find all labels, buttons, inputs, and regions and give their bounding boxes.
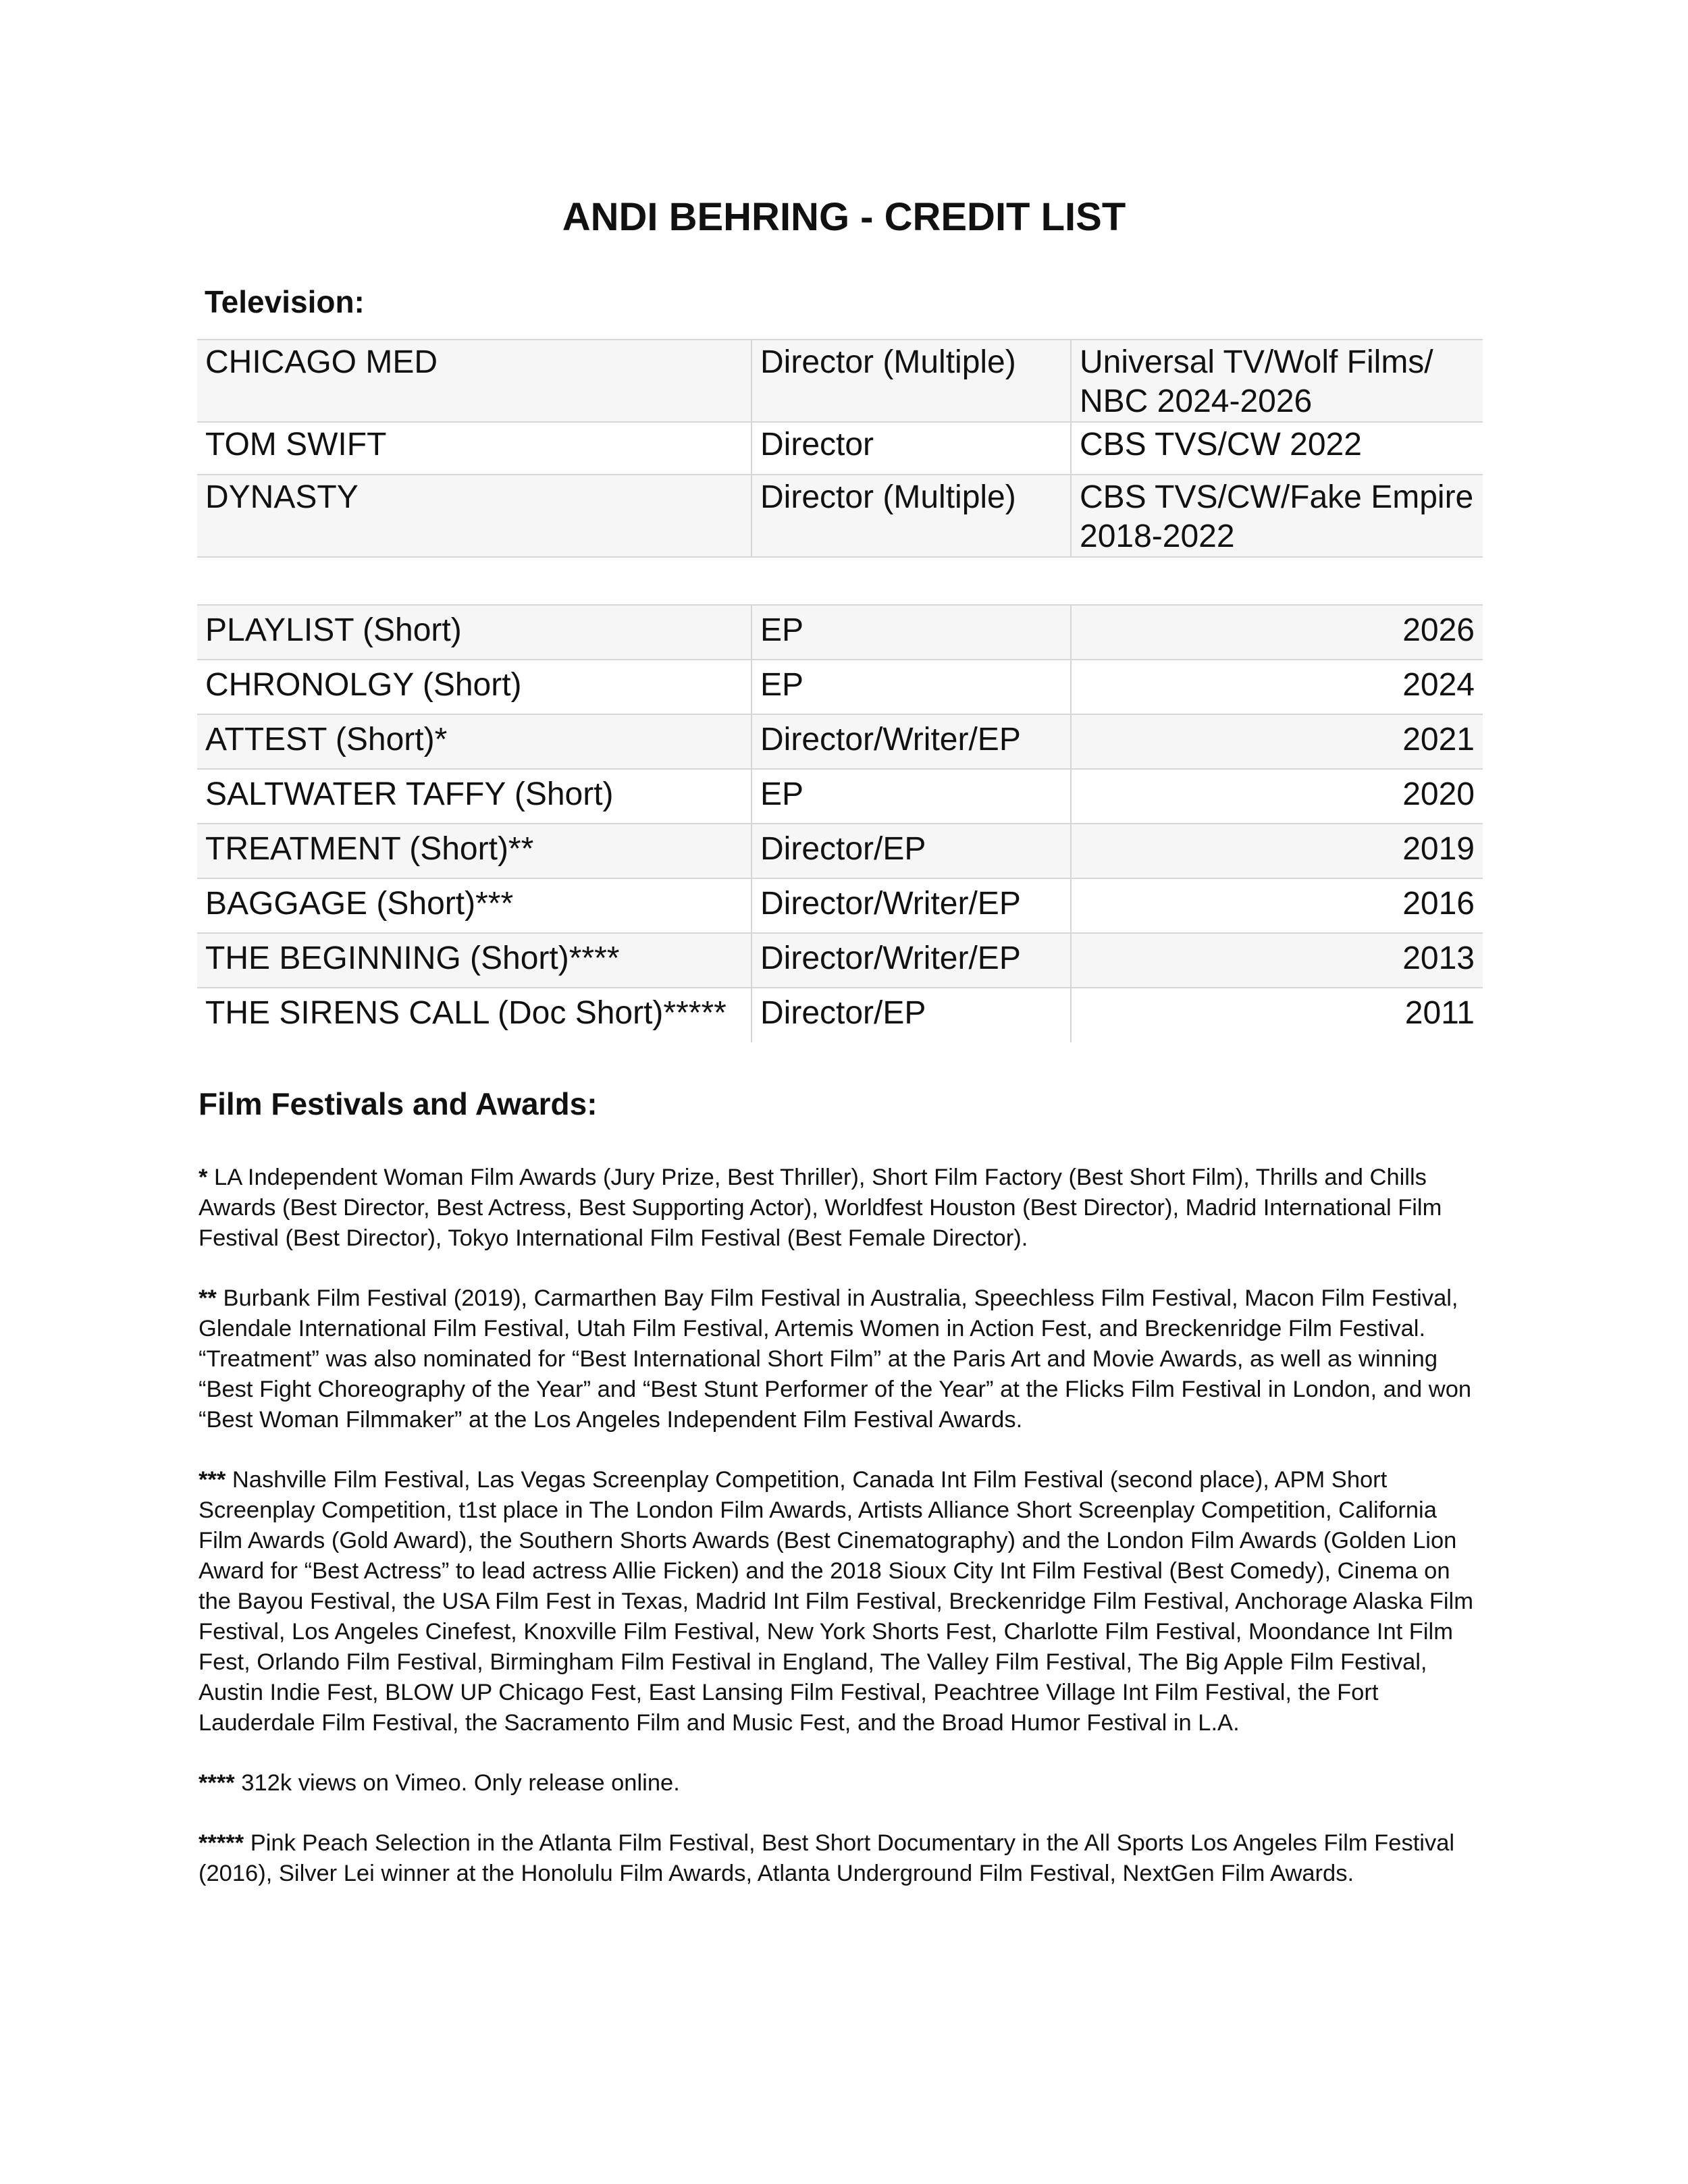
credit-year: 2019 [1071, 824, 1483, 878]
table-row [197, 475, 1483, 557]
credit-role: Director [751, 422, 1071, 475]
credit-role: Director/Writer/EP [751, 714, 1071, 769]
credit-year: 2020 [1071, 769, 1483, 824]
credit-title: DYNASTY [197, 475, 751, 557]
table-row [197, 824, 1483, 878]
credit-year: 2026 [1071, 605, 1483, 660]
credit-role: Director/EP [751, 988, 1071, 1042]
footnote-marker: * [199, 1165, 208, 1190]
credit-company: CBS TVS/CW 2022 [1071, 422, 1483, 475]
credit-role: Director/Writer/EP [751, 878, 1071, 933]
credit-role: EP [751, 660, 1071, 714]
credit-role: Director (Multiple) [751, 475, 1071, 557]
credit-title: ATTEST (Short)* [197, 714, 751, 769]
television-heading: Television: [205, 284, 365, 319]
credit-role: Director/Writer/EP [751, 933, 1071, 988]
credit-title: SALTWATER TAFFY (Short) [197, 769, 751, 824]
footnote-text: LA Independent Woman Film Awards (Jury Prize, Best Thriller), Short Film Factory (Best Short Film), Thrills and Chills Awards (Best Director, Best Actress, Best Supporting Actor), Worldfest Houston (Best Director), Madrid International Film Festival (Best Director), Tokyo International Film Festival (Best Female Director). [199, 1165, 1442, 1251]
table-row [197, 605, 1483, 660]
festival-note [199, 1828, 1481, 1889]
television-table [197, 339, 1483, 558]
table-row [197, 714, 1483, 769]
credit-title: THE BEGINNING (Short)**** [197, 933, 751, 988]
credit-year: 2016 [1071, 878, 1483, 933]
footnote-text: Burbank Film Festival (2019), Carmarthen Bay Film Festival in Australia, Speechless Film Festival, Macon Film Festival, Glendale International Film Festival, Utah Film Festival, Artemis Women in Action Fest, and Breckenridge Film Festival. “Treatment” was also nominated for “Best International Short Film” at the Paris Art and Movie Awards, as well as winning “Best Fight Choreography of the Year” and “Best Stunt Performer of the Year” at the Flicks Film Festival in London, and won “Best Woman Filmmaker” at the Los Angeles Independent Film Festival Awards. [199, 1285, 1472, 1433]
credit-title: THE SIRENS CALL (Doc Short)***** [197, 988, 751, 1042]
footnote-text: Nashville Film Festival, Las Vegas Screenplay Competition, Canada Int Film Festival (second place), APM Short Screenplay Competition, t1st place in The London Film Awards, Artists Alliance Short Screenplay Competition, California Film Awards (Gold Award), the Southern Shorts Awards (Best Cinematography) and the London Film Awards (Golden Lion Award for “Best Actress” to lead actress Allie Ficken) and the 2018 Sioux City Int Film Festival (Best Comedy), Cinema on the Bayou Festival, the USA Film Fest in Texas, Madrid Int Film Festival, Breckenridge Film Festival, Anchorage Alaska Film Festival, Los Angeles Cinefest, Knoxville Film Festival, New York Shorts Fest, Charlotte Film Festival, Moondance Int Film Fest, Orlando Film Festival, Birmingham Film Festival in England, The Valley Film Festival, The Big Apple Film Festival, Austin Indie Fest, BLOW UP Chicago Fest, East Lansing Film Festival, Peachtree Village Int Film Festival, the Fort Lauderdale Film Festival, the Sacramento Film and Music Fest, and the Broad Humor Festival in L.A. [199, 1467, 1473, 1736]
credit-company: Universal TV/Wolf Films/ NBC 2024-2026 [1071, 340, 1483, 422]
festival-note [199, 1768, 1481, 1799]
festival-notes [199, 1163, 1481, 1919]
table-row [197, 422, 1483, 475]
credit-role: Director/EP [751, 824, 1071, 878]
table-row [197, 878, 1483, 933]
table-row [197, 340, 1483, 422]
table-row [197, 769, 1483, 824]
footnote-marker: ***** [199, 1830, 244, 1856]
credit-year: 2011 [1071, 988, 1483, 1042]
credit-company: CBS TVS/CW/Fake Empire 2018-2022 [1071, 475, 1483, 557]
credit-title: CHRONOLGY (Short) [197, 660, 751, 714]
footnote-text: 312k views on Vimeo. Only release online. [234, 1770, 680, 1796]
credit-year: 2024 [1071, 660, 1483, 714]
footnote-marker: **** [199, 1770, 235, 1796]
credit-title: PLAYLIST (Short) [197, 605, 751, 660]
credit-title: BAGGAGE (Short)*** [197, 878, 751, 933]
credit-role: EP [751, 605, 1071, 660]
footnote-marker: *** [199, 1467, 226, 1493]
festivals-heading: Film Festivals and Awards: [199, 1086, 598, 1121]
credit-year: 2021 [1071, 714, 1483, 769]
credit-year: 2013 [1071, 933, 1483, 988]
footnote-text: Pink Peach Selection in the Atlanta Film Festival, Best Short Documentary in the All Sports Los Angeles Film Festival (2016), Silver Lei winner at the Honolulu Film Awards, Atlanta Underground Film Festival, NextGen Film Awards. [199, 1830, 1455, 1886]
credit-title: CHICAGO MED [197, 340, 751, 422]
table-row [197, 660, 1483, 714]
festival-note [199, 1465, 1481, 1738]
shorts-table [197, 604, 1483, 1042]
page-title: ANDI BEHRING - CREDIT LIST [562, 195, 1126, 239]
credit-role: Director (Multiple) [751, 340, 1071, 422]
table-row [197, 933, 1483, 988]
table-row [197, 988, 1483, 1042]
festival-note [199, 1163, 1481, 1254]
credit-role: EP [751, 769, 1071, 824]
festival-note [199, 1283, 1481, 1435]
footnote-marker: ** [199, 1285, 217, 1311]
credit-title: TREATMENT (Short)** [197, 824, 751, 878]
credit-title: TOM SWIFT [197, 422, 751, 475]
